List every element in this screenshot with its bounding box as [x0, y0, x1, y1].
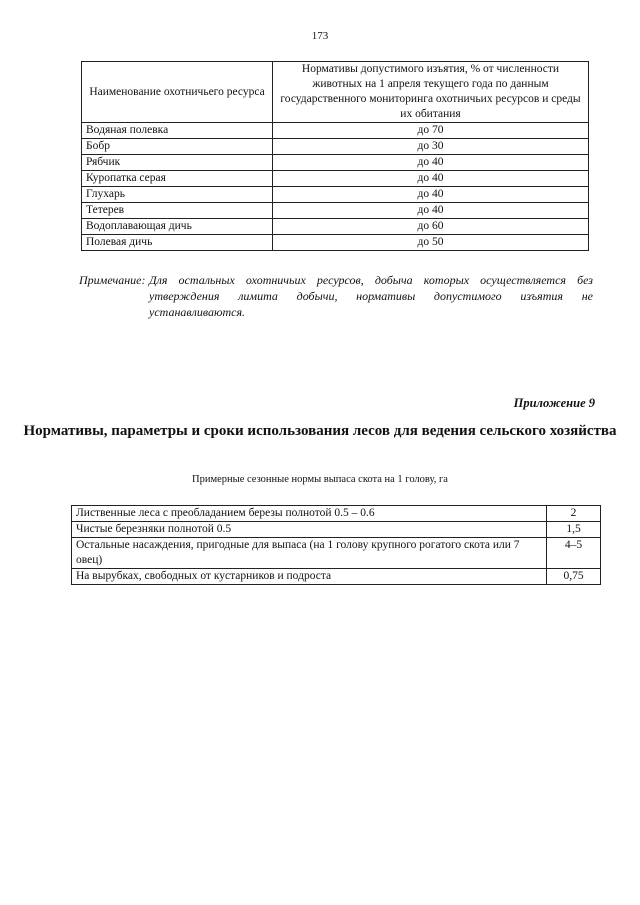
table-note: [79, 272, 593, 320]
appendix-label: Приложение 9: [513, 396, 595, 410]
table-row: [72, 538, 601, 569]
resource-norm: до 50: [273, 235, 589, 251]
grazing-norm: 4–5: [547, 538, 601, 569]
resource-name: Глухарь: [82, 187, 273, 203]
table-row: [82, 139, 589, 155]
hunting-quota-table: [81, 61, 589, 251]
resource-norm: до 40: [273, 171, 589, 187]
table-row: [82, 155, 589, 171]
grazing-norm: 2: [547, 506, 601, 522]
resource-norm: до 40: [273, 155, 589, 171]
section-title: Нормативы, параметры и сроки использования лесов для ведения сельского хозяйства: [23, 423, 617, 439]
forest-type: Остальные насаждения, пригодные для выпаса (на 1 голову крупного рогатого скота или 7 овец): [72, 538, 547, 569]
note-text: Для остальных охотничьих ресурсов, добыча которых осуществляется без утверждения лимита добычи, нормативы допустимого изъятия не устанавливаются.: [149, 273, 593, 319]
forest-type: Чистые березняки полнотой 0.5: [72, 522, 547, 538]
header-resource: Наименование охотничьего ресурса: [82, 62, 273, 123]
forest-type: Лиственные леса с преобладанием березы полнотой 0.5 – 0.6: [72, 506, 547, 522]
table-subtitle: Примерные сезонные нормы выпаса скота на 1 голову, га: [192, 474, 448, 485]
table-row: [72, 569, 601, 585]
forest-type: На вырубках, свободных от кустарников и подроста: [72, 569, 547, 585]
resource-name: Водяная полевка: [82, 123, 273, 139]
resource-norm: до 70: [273, 123, 589, 139]
table-row: [82, 219, 589, 235]
table-row: [82, 123, 589, 139]
table-row: [82, 171, 589, 187]
resource-norm: до 40: [273, 187, 589, 203]
grazing-norm: 0,75: [547, 569, 601, 585]
resource-name: Тетерев: [82, 203, 273, 219]
resource-name: Полевая дичь: [82, 235, 273, 251]
grazing-norms-table: [71, 505, 601, 585]
resource-norm: до 40: [273, 203, 589, 219]
grazing-norm: 1,5: [547, 522, 601, 538]
resource-norm: до 30: [273, 139, 589, 155]
page-number: 173: [311, 30, 329, 42]
table-row: [82, 187, 589, 203]
resource-name: Куропатка серая: [82, 171, 273, 187]
header-norm: Нормативы допустимого изъятия, % от численности животных на 1 апреля текущего года по данным государственного мониторинга охотничьих ресурсов и среды их обитания: [273, 62, 589, 123]
resource-name: Рябчик: [82, 155, 273, 171]
table-header-row: [82, 62, 589, 123]
table-row: [72, 506, 601, 522]
resource-name: Бобр: [82, 139, 273, 155]
table-row: [82, 235, 589, 251]
note-label: Примечание:: [79, 273, 146, 287]
table-row: [72, 522, 601, 538]
resource-name: Водоплавающая дичь: [82, 219, 273, 235]
table-row: [82, 203, 589, 219]
resource-norm: до 60: [273, 219, 589, 235]
